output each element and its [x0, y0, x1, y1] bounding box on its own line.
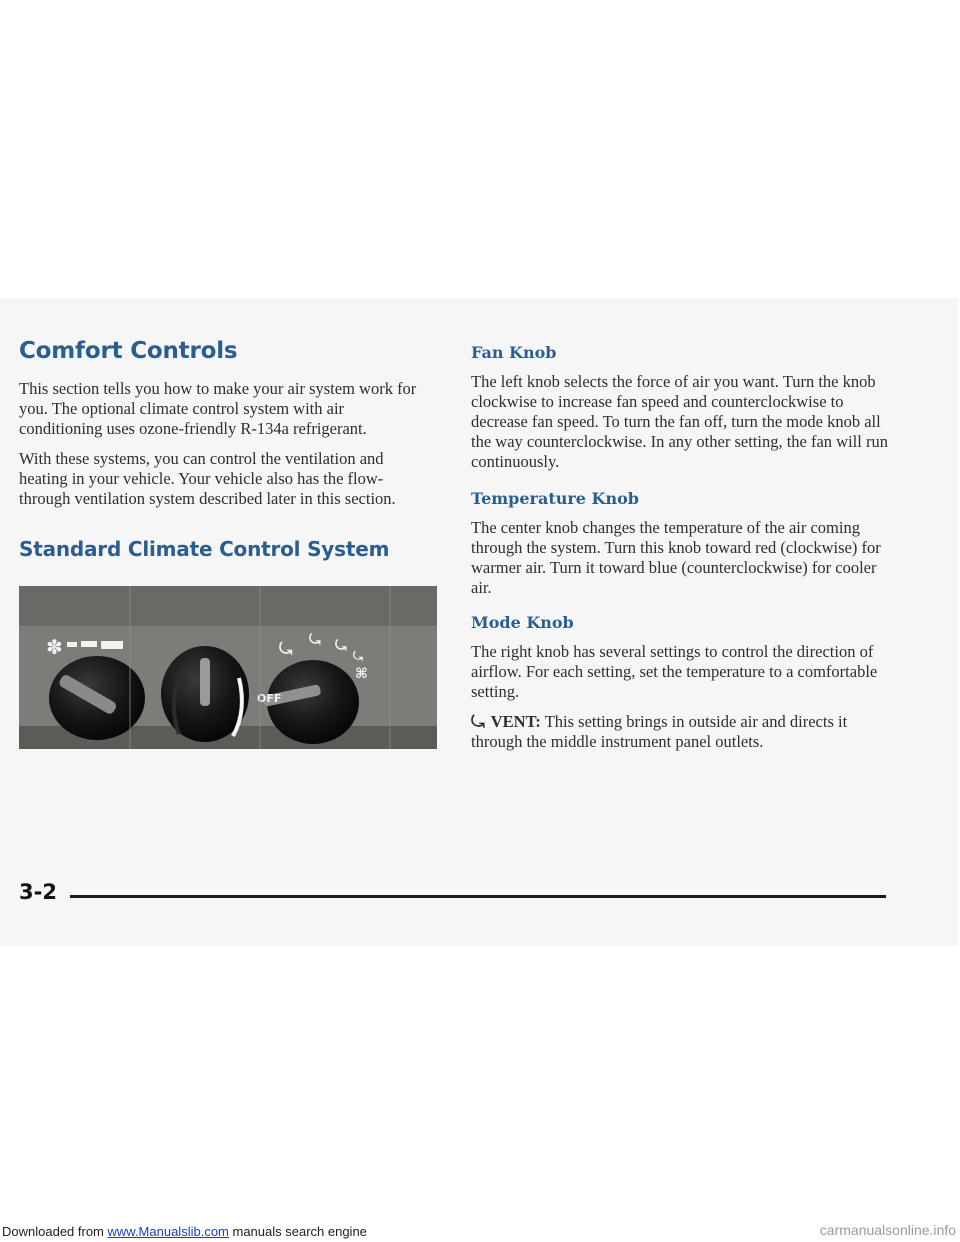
- fan-knob-heading: Fan Knob: [471, 343, 557, 362]
- svg-text:⤿: ⤿: [279, 639, 293, 658]
- svg-text:⤿: ⤿: [353, 649, 363, 663]
- intro-paragraph-2: With these systems, you can control the ventilation and heating in your vehicle. Your vehicle also has the flow-through ventilation system described later in this section.: [19, 449, 396, 508]
- page-title: Comfort Controls: [19, 338, 238, 364]
- temperature-knob-heading: Temperature Knob: [471, 489, 639, 508]
- footer-suffix: manuals search engine: [228, 1224, 367, 1239]
- section-title: Standard Climate Control System: [19, 537, 390, 561]
- manualslib-link[interactable]: www.Manualslib.com: [107, 1224, 229, 1239]
- climate-control-photo: [19, 586, 437, 749]
- page-number: 3-2: [19, 880, 57, 904]
- watermark: carmanualsonline.info: [819, 1222, 956, 1238]
- photo-off-label: OFF: [257, 692, 282, 705]
- temperature-knob-text: The center knob changes the temperature of the air coming through the system. Turn this knob toward red (clockwise) for warmer air. Turn it toward blue (counterclockwise) for cooler air.: [471, 518, 881, 597]
- svg-text:⌘: ⌘: [355, 666, 368, 682]
- mode-knob-text: The right knob has several settings to control the direction of airflow. For each setting, set the temperature to a comfortable setting.: [471, 642, 878, 701]
- vent-text: This setting brings in outside air and directs it through the middle instrument panel outlets.: [471, 712, 848, 751]
- footer-rule: [70, 895, 886, 898]
- vent-paragraph: [471, 712, 891, 752]
- intro-paragraph-1: This section tells you how to make your air system work for you. The optional climate control system with air conditioning uses ozone-friendly R-134a refrigerant.: [19, 379, 417, 438]
- mode-knob-heading: Mode Knob: [471, 613, 574, 632]
- svg-text:✽: ✽: [46, 635, 63, 659]
- svg-text:⤿: ⤿: [335, 638, 347, 654]
- fan-knob-text: The left knob selects the force of air you want. Turn the knob clockwise to increase fan speed and counterclockwise to decrease fan speed. To turn the fan off, turn the mode knob all the way counterclockwise. In any other setting, the fan will run continuously.: [471, 372, 888, 471]
- vent-label: VENT:: [490, 712, 541, 731]
- footer-prefix: Downloaded from: [2, 1224, 108, 1239]
- download-footer: [2, 1224, 367, 1239]
- vent-airflow-icon: ⤿: [471, 712, 485, 731]
- svg-text:⤿: ⤿: [309, 632, 321, 648]
